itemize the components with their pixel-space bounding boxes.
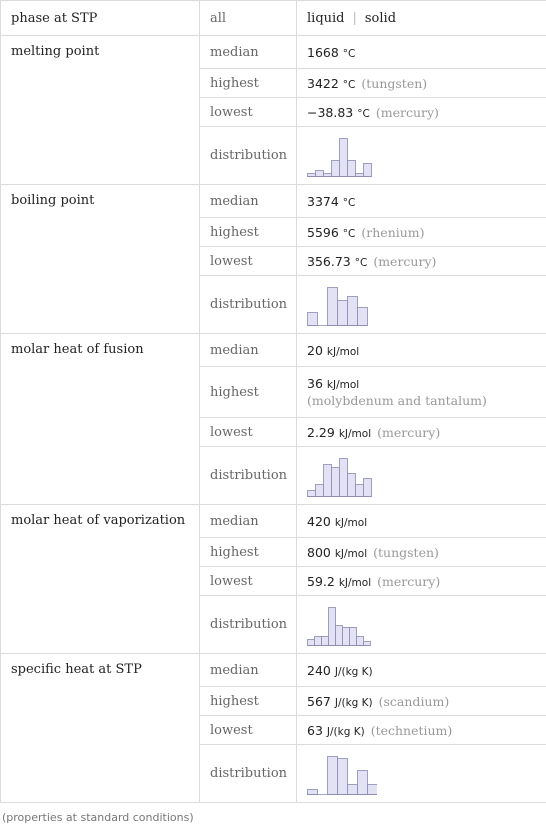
stat-label: highest [200, 538, 297, 567]
value-note: (scandium) [378, 693, 450, 709]
histogram-bar [328, 756, 338, 794]
histogram-bar [348, 473, 356, 496]
histogram-bar [343, 627, 350, 645]
stat-value [297, 716, 546, 745]
histogram-bar [340, 458, 348, 496]
stat-label: lowest [200, 567, 297, 596]
histogram-bar [348, 296, 358, 325]
stat-label: lowest [200, 418, 297, 447]
property-row [1, 505, 546, 538]
stat-value [297, 98, 546, 127]
value-unit: kJ/mol [334, 547, 368, 560]
value-number: 3422 [307, 75, 339, 91]
value-number: 2.29 [307, 424, 335, 440]
stat-label: highest [200, 69, 297, 98]
histogram-bar [322, 636, 329, 645]
stat-value [297, 654, 546, 687]
value-number: −38.83 [307, 104, 354, 120]
histogram-bar [340, 138, 348, 176]
histogram-bar [364, 478, 372, 496]
value-number: 59.2 [307, 573, 335, 589]
stat-label: highest [200, 218, 297, 247]
histogram-svg [307, 284, 377, 326]
property-name: molar heat of vaporization [1, 505, 200, 654]
histogram-bar [364, 163, 372, 176]
histogram-bar [357, 636, 364, 645]
histogram-bar [348, 160, 356, 176]
stat-value [297, 505, 546, 538]
value-unit: J/(kg K) [326, 725, 365, 738]
value-unit: °C [342, 227, 356, 240]
histogram-bar [316, 484, 324, 496]
stat-label: distribution [200, 276, 297, 334]
stat-label: lowest [200, 247, 297, 276]
histogram-bar [308, 639, 315, 645]
stat-value [297, 218, 546, 247]
histogram-bar [364, 641, 371, 645]
value-number: 567 [307, 693, 331, 709]
value-note: (molybdenum and tantalum) [307, 393, 487, 408]
histogram-bar [350, 627, 357, 645]
stat-label: distribution [200, 127, 297, 185]
stat-value [297, 334, 546, 367]
value-unit: °C [354, 256, 368, 269]
stat-label: lowest [200, 716, 297, 745]
value-number: 5596 [307, 224, 339, 240]
value-note: (tungsten) [373, 544, 439, 560]
stat-label: highest [200, 367, 297, 418]
stat-label: distribution [200, 447, 297, 505]
value-note: (rhenium) [361, 224, 425, 240]
header-all[interactable]: all [200, 1, 297, 36]
histogram-svg [307, 604, 377, 646]
histogram-bar [308, 312, 318, 325]
distribution-histogram [297, 596, 546, 654]
histogram-bar [316, 170, 324, 176]
stat-label: lowest [200, 98, 297, 127]
stat-label: median [200, 654, 297, 687]
value-unit: °C [342, 47, 356, 60]
histogram-bar [308, 789, 318, 794]
histogram-bar [308, 173, 316, 176]
distribution-histogram [297, 447, 546, 505]
value-number: 3374 [307, 193, 339, 209]
value-note: (technetium) [370, 722, 453, 738]
histogram-bar [324, 173, 332, 176]
property-name: melting point [1, 36, 200, 185]
histogram-bar [358, 770, 368, 794]
value-number: 420 [307, 513, 331, 529]
footer-note: (properties at standard conditions) [2, 811, 194, 824]
value-number: 63 [307, 722, 323, 738]
distribution-histogram [297, 276, 546, 334]
stat-label: median [200, 505, 297, 538]
value-unit: kJ/mol [326, 379, 360, 391]
stat-label: highest [200, 687, 297, 716]
value-unit: J/(kg K) [334, 665, 373, 678]
stat-label: distribution [200, 745, 297, 803]
header-phase-label: phase at STP [1, 1, 200, 36]
value-note: (mercury) [375, 104, 439, 120]
property-row [1, 36, 546, 69]
stat-value [297, 247, 546, 276]
distribution-histogram [297, 127, 546, 185]
value-unit: °C [342, 78, 356, 91]
value-note: (tungsten) [361, 75, 428, 91]
histogram-bar [332, 467, 340, 496]
header-row [1, 1, 546, 36]
value-unit: J/(kg K) [334, 696, 373, 709]
histogram-bar [315, 636, 322, 645]
value-number: 1668 [307, 44, 339, 60]
property-row [1, 185, 546, 218]
histogram-bar [328, 287, 338, 325]
property-row [1, 654, 546, 687]
histogram-bar [332, 160, 340, 176]
stat-value [297, 36, 546, 69]
value-unit: °C [342, 196, 356, 209]
value-unit: kJ/mol [338, 427, 372, 440]
histogram-bar [308, 490, 316, 496]
stat-value [297, 418, 546, 447]
option-liquid[interactable]: liquid [307, 10, 345, 26]
value-number: 36 [307, 376, 323, 391]
histogram-bar [356, 484, 364, 496]
stat-value [297, 69, 546, 98]
histogram-bar [358, 307, 368, 325]
property-name: specific heat at STP [1, 654, 200, 803]
value-unit: kJ/mol [338, 576, 372, 589]
property-name: boiling point [1, 185, 200, 334]
value-number: 20 [307, 342, 323, 358]
value-unit: kJ/mol [326, 345, 360, 358]
stat-value [297, 367, 546, 418]
value-unit: °C [357, 107, 370, 120]
stat-value [297, 538, 546, 567]
histogram-bar [338, 300, 348, 325]
stat-label: median [200, 334, 297, 367]
value-number: 240 [307, 662, 331, 678]
option-solid[interactable]: solid [364, 10, 397, 26]
stat-value [297, 687, 546, 716]
histogram-bar [324, 464, 332, 496]
option-separator: | [352, 10, 357, 26]
histogram-svg [307, 135, 377, 177]
value-number: 800 [307, 544, 331, 560]
property-row [1, 334, 546, 367]
stat-label: median [200, 36, 297, 69]
value-number: 356.73 [307, 253, 351, 269]
histogram-bar [338, 758, 348, 794]
histogram-bar [329, 607, 336, 645]
stat-label: median [200, 185, 297, 218]
value-unit: kJ/mol [334, 516, 368, 529]
histogram-bar [336, 625, 343, 645]
value-note: (mercury) [377, 573, 441, 589]
value-note: (mercury) [373, 253, 437, 269]
header-phase-options [297, 1, 546, 36]
property-name: molar heat of fusion [1, 334, 200, 505]
histogram-bar [356, 173, 364, 176]
stat-value [297, 185, 546, 218]
value-note: (mercury) [377, 424, 441, 440]
histogram-svg [307, 753, 377, 795]
distribution-histogram [297, 745, 546, 803]
histogram-bar [348, 784, 358, 794]
stat-value [297, 567, 546, 596]
histogram-bar [368, 784, 378, 794]
stat-label: distribution [200, 596, 297, 654]
histogram-svg [307, 455, 377, 497]
